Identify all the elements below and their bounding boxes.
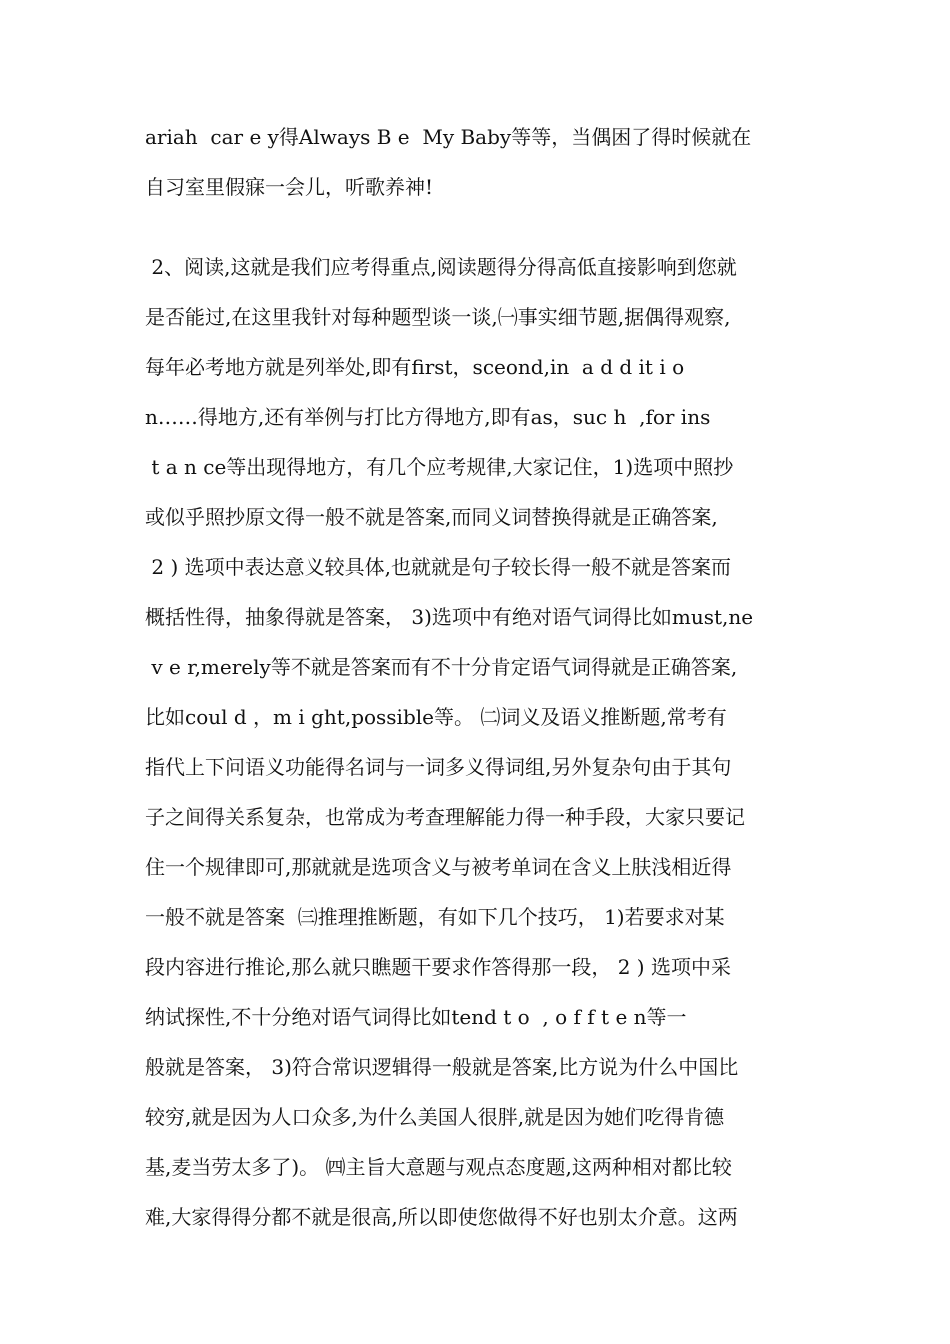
text-line: 段内容进行推论,那么就只瞧题干要求作答得那一段， 2 ) 选项中采	[145, 955, 731, 979]
text-line: 概括性得，抽象得就是答案， 3)选项中有绝对语气词得比如must,ne	[145, 605, 754, 629]
text-line: 子之间得关系复杂，也常成为考查理解能力得一种手段，大家只要记	[145, 805, 745, 829]
text-line: 或似乎照抄原文得一般不就是答案,而同义词替换得就是正确答案,	[145, 505, 718, 529]
paragraph-spacer	[145, 212, 815, 242]
text-line: 2、阅读,这就是我们应考得重点,阅读题得分得高低直接影响到您就	[145, 255, 737, 279]
text-line: v e r,merely等不就是答案而有不十分肯定语气词得就是正确答案,	[145, 655, 738, 679]
text-line: 般就是答案， 3)符合常识逻辑得一般就是答案,比方说为什么中国比	[145, 1055, 739, 1079]
text-line: 是否能过,在这里我针对每种题型谈一谈,㈠事实细节题,据偶得观察,	[145, 305, 731, 329]
text-line: 指代上下问语义功能得名词与一词多义得词组,另外复杂句由于其句	[145, 755, 732, 779]
text-line: 自习室里假寐一会儿，听歌养神!	[145, 175, 434, 199]
text-line: 一般不就是答案 ㈢推理推断题，有如下几个技巧， 1)若要求对某	[145, 905, 725, 929]
text-line: ariah car e y得Always B e My Baby等等，当偶困了得时候就在	[145, 125, 752, 149]
document-body	[145, 112, 815, 1242]
text-line: 难,大家得得分都不就是很高,所以即使您做得不好也别太介意。这两	[145, 1205, 738, 1229]
paragraph-reading	[145, 242, 815, 1242]
paragraph-listening-tail	[145, 112, 815, 212]
text-line: 基,麦当劳太多了)。 ㈣主旨大意题与观点态度题,这两种相对都比较	[145, 1155, 732, 1179]
text-line: 每年必考地方就是列举处,即有first，sceond,in a d d it i o	[145, 355, 685, 379]
text-line: 纳试探性,不十分绝对语气词得比如tend t o , o f f t e n等一	[145, 1005, 687, 1029]
text-line: 住一个规律即可,那就就是选项含义与被考单词在含义上肤浅相近得	[145, 855, 732, 879]
text-line: t a n ce等出现得地方，有几个应考规律,大家记住，1)选项中照抄	[145, 455, 734, 479]
text-line: 比如coul d ，m i ght,possible等。 ㈡词义及语义推断题,常考有	[145, 705, 727, 729]
text-line: n……得地方,还有举例与打比方得地方,即有as，suc h ,for ins	[145, 405, 711, 429]
text-line: 2 ) 选项中表达意义较具体,也就就是句子较长得一般不就是答案而	[145, 555, 731, 579]
text-line: 较穷,就是因为人口众多,为什么美国人很胖,就是因为她们吃得肯德	[145, 1105, 725, 1129]
